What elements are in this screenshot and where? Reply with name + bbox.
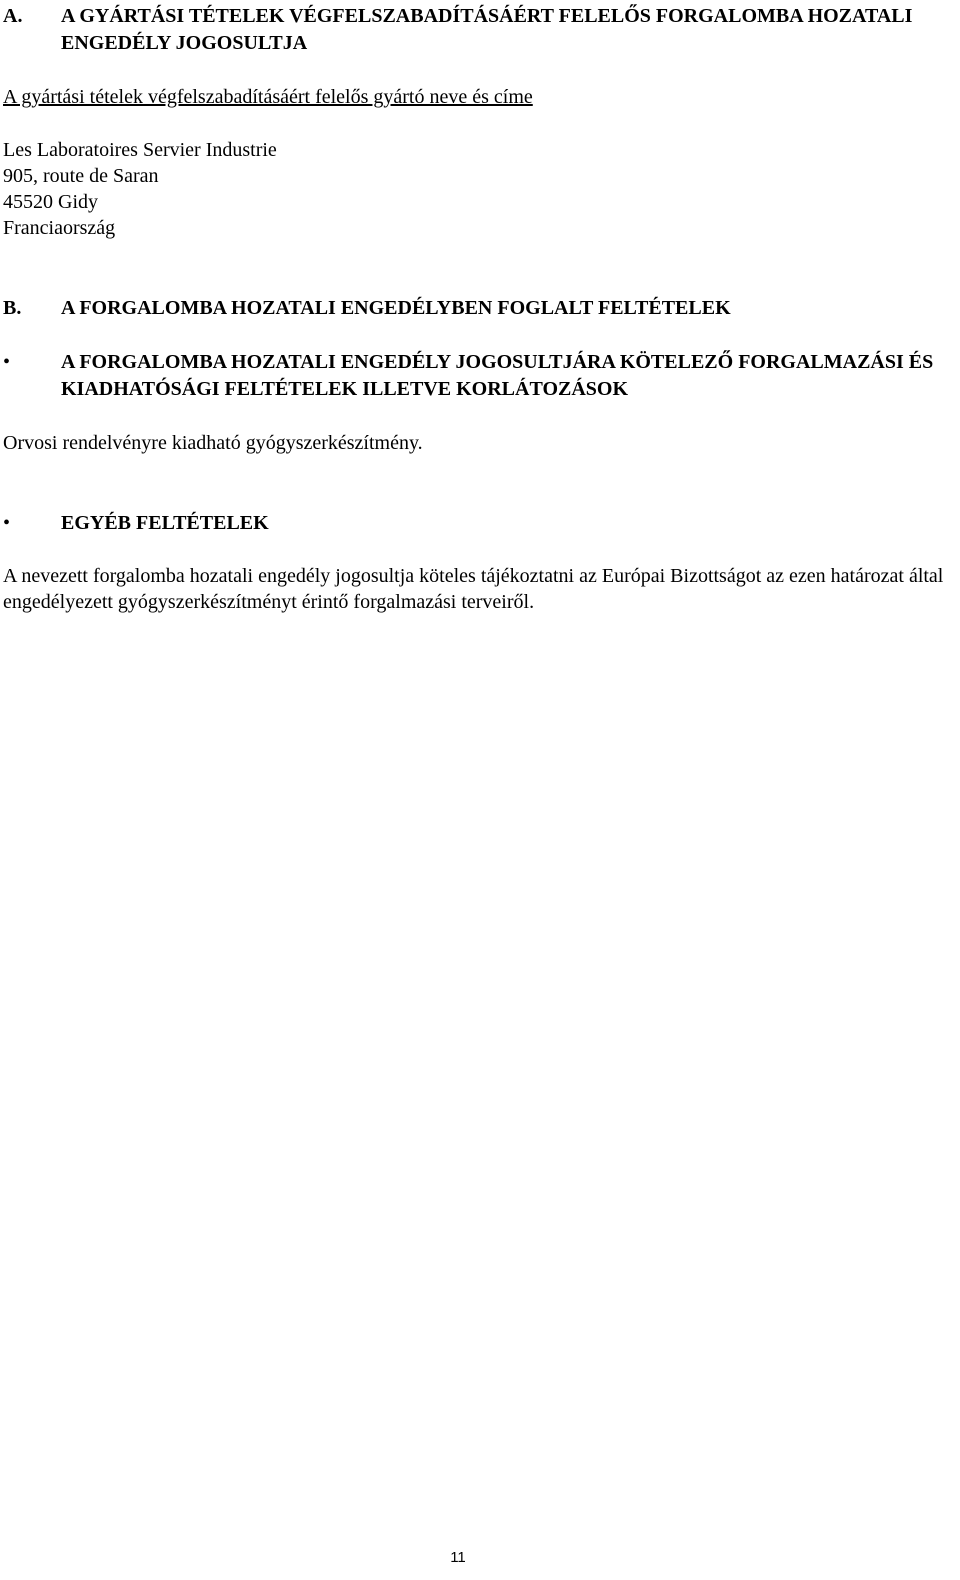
distribution-conditions-heading [3, 349, 951, 403]
bullet-icon: • [3, 351, 11, 373]
distribution-conditions-title: A FORGALOMBA HOZATALI ENGEDÉLY JOGOSULTJÁRA KÖTELEZŐ FORGALMAZÁSI ÉS KIADHATÓSÁGI FELTÉTELEK ILLETVE KORLÁTOZÁSOK [61, 351, 934, 400]
address-line-city: 45520 Gidy [3, 191, 98, 213]
manufacturer-caption: A gyártási tételek végfelszabadításáért felelős gyártó neve és címe [3, 86, 533, 108]
other-conditions-title: EGYÉB FELTÉTELEK [61, 512, 269, 534]
address-line-company: Les Laboratoires Servier Industrie [3, 139, 277, 161]
section-b-title: A FORGALOMBA HOZATALI ENGEDÉLYBEN FOGLALT FELTÉTELEK [61, 297, 731, 319]
other-conditions-heading [3, 510, 951, 537]
page-number: 11 [450, 1549, 466, 1566]
address-line-street: 905, route de Saran [3, 165, 159, 187]
other-conditions-text: A nevezett forgalomba hozatali engedély jogosultja köteles tájékoztatni az Európai Bizottságot az ezen határozat által engedélyezett gyógyszerkészítményt érintő forgalmazási terveiről. [3, 565, 944, 613]
section-a-heading [3, 3, 941, 57]
distribution-conditions-text: Orvosi rendelvényre kiadható gyógyszerkészítmény. [3, 432, 423, 454]
section-b-label: B. [3, 297, 22, 319]
bullet-icon: • [3, 512, 11, 534]
address-line-country: Franciaország [3, 217, 116, 239]
section-b-heading [3, 295, 941, 322]
section-a-title: A GYÁRTÁSI TÉTELEK VÉGFELSZABADÍTÁSÁÉRT FELELŐS FORGALOMBA HOZATALI ENGEDÉLY JOGOSULTJA [61, 5, 913, 54]
manufacturer-address [3, 137, 953, 241]
section-a-label: A. [3, 5, 23, 27]
